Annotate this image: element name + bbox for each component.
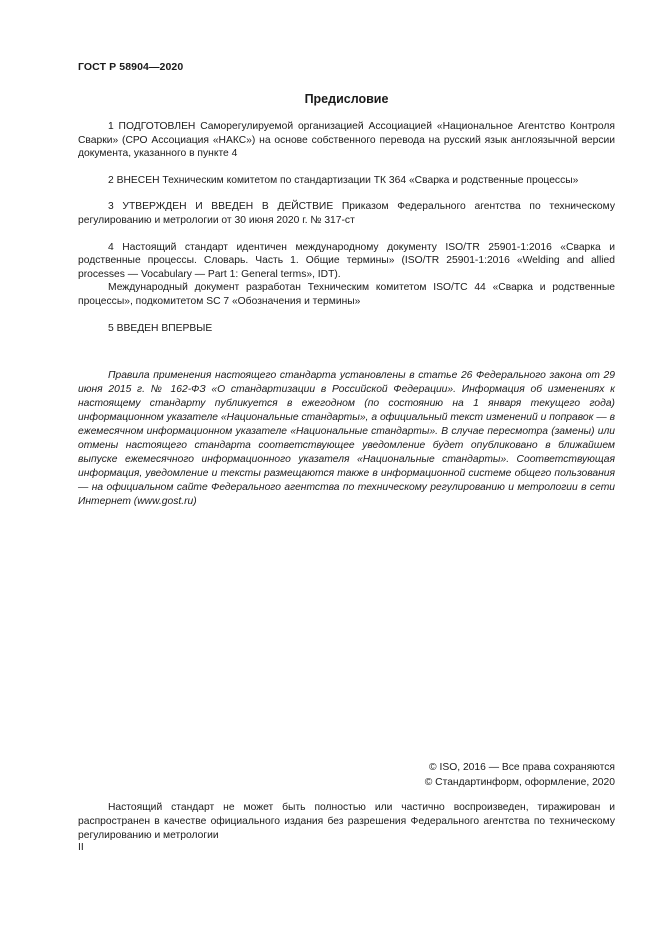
paragraph-submitted-by: 2 ВНЕСЕН Техническим комитетом по стандартизации ТК 364 «Сварка и родственные процессы» [108, 174, 579, 186]
copyright-block [425, 760, 615, 790]
page-title: Предисловие [304, 92, 389, 106]
reproduction-notice: Настоящий стандарт не может быть полностью или частично воспроизведен, тиражирован и распространен в качестве официального издания без разрешения Федерального агентства по техническому регулированию и метрологии [78, 802, 615, 841]
paragraph-approved: 3 УТВЕРЖДЕН И ВВЕДЕН В ДЕЙСТВИЕ Приказом Федерального агентства по техническому регулированию и метрологии от 30 июня 2020 г. № 317-ст [78, 201, 615, 226]
foreword-body [78, 120, 615, 335]
paragraph-identical-standard: 4 Настоящий стандарт идентичен международному документу ISO/TR 25901-1:2016 «Сварка и родственные процессы. Словарь. Часть 1. Общие термины» (ISO/TR 25901-1:2016 «Welding and allied processes — Vocabulary — Part 1: General terms», IDT). [78, 241, 615, 280]
standard-code: ГОСТ Р 58904—2020 [78, 61, 184, 73]
paragraph-prepared-by: 1 ПОДГОТОВЛЕН Саморегулируемой организацией Ассоциацией «Национальное Агентство Контроля Сварки» (СРО Ассоциация «НАКС») на основе собственного перевода на русский язык англоязычной версии документа, указанного в пункте 4 [78, 121, 615, 160]
copyright-standartinform: © Стандартинформ, оформление, 2020 [424, 777, 615, 788]
paragraph-international-document: Международный документ разработан Техническим комитетом ISO/TC 44 «Сварка и родственные процессы», подкомитетом SC 7 «Обозначения и термины» [78, 282, 615, 307]
copyright-iso: © ISO, 2016 — Все права сохраняются [429, 762, 615, 773]
application-rules-notice: Правила применения настоящего стандарта установлены в статье 26 Федерального закона от 29 июня 2015 г. № 162-ФЗ «О стандартизации в Российской Федерации». Информация об изменениях к настоящему стандарту публикуется в ежегодном (по состоянию на 1 января текущего года) информационном указателе «Национальные стандарты», а официальный текст изменений и поправок — в ежемесячном информационном указателе «Национальные стандарты». В случае пересмотра (замены) или отмены настоящего стандарта соответствующее уведомление будет опубликовано в ближайшем выпуске ежемесячного информационного указателя «Национальные стандарты». Соответствующая информация, уведомление и тексты размещаются также в информационной системе общего пользования — на официальном сайте Федерального агентства по техническому регулированию и метрологии в сети Интернет (www.gost.ru) [78, 370, 615, 507]
paragraph-introduced-first: 5 ВВЕДЕН ВПЕРВЫЕ [108, 322, 213, 334]
page-number: II [78, 842, 84, 853]
